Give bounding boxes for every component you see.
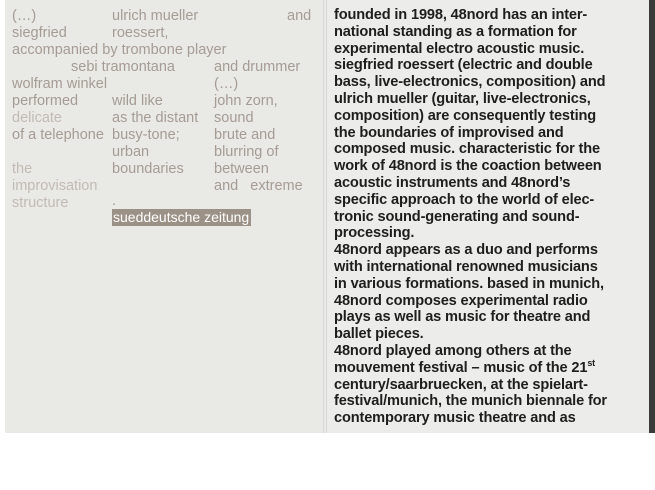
quote-text: roessert, xyxy=(112,25,169,41)
text-line: the boundaries of improvised and xyxy=(334,124,564,141)
text-line: tronic sound-generating and sound- xyxy=(334,208,580,225)
quote-text: ulrich mueller xyxy=(112,8,199,24)
quote-text: delicate xyxy=(12,110,62,126)
quote-text: of a telephone xyxy=(12,127,104,143)
quote-text: improvisation xyxy=(12,178,98,194)
text-line: acoustic instruments and 48nord’s xyxy=(334,174,571,191)
text-line: national standing as a formation for xyxy=(334,23,577,40)
quote-text: and extreme xyxy=(214,178,303,194)
text-line: founded in 1998, 48nord has an inter- xyxy=(334,7,588,23)
body-text xyxy=(334,7,634,427)
quote-text: siegfried xyxy=(12,25,67,41)
text-line: in various formations. based in munich, xyxy=(334,275,604,292)
quote-text: john zorn, xyxy=(214,93,278,109)
text-line: plays as well as music for theatre and xyxy=(334,309,591,326)
quote-source: sueddeutsche zeitung xyxy=(113,209,250,225)
text-line: century/saarbruecken, at the spielart- xyxy=(334,376,588,393)
quote-text: wild like xyxy=(112,93,163,109)
paragraph xyxy=(334,7,634,242)
quote-text: between xyxy=(214,161,269,177)
text-line: work of 48nord is the coaction between xyxy=(334,158,602,175)
quote-text: (…) xyxy=(214,76,239,92)
text-line: 48nord composes experimental radio xyxy=(334,292,588,309)
quote-text: the xyxy=(12,161,33,177)
text-line: festival/munich, the munich biennale for xyxy=(334,393,607,410)
paragraph xyxy=(334,242,634,343)
quote-text: wolfram winkel xyxy=(12,76,108,92)
quote-text: and drummer xyxy=(214,59,301,75)
text-line: contemporary music theatre and as xyxy=(334,410,576,427)
text-line: 48nord appears as a duo and performs xyxy=(334,242,598,259)
quote-text: . xyxy=(112,193,117,209)
quote-text: boundaries xyxy=(112,161,184,177)
text-line: with international renowned musicians xyxy=(334,258,598,275)
quote-text: sound xyxy=(214,110,254,126)
text-line: composed music. characteristic for the xyxy=(334,141,600,158)
quote-text: structure xyxy=(12,195,69,211)
page-edge xyxy=(649,0,655,433)
quote-text: as the distant xyxy=(112,110,199,126)
quote-text: performed xyxy=(12,93,79,109)
quote-text: and xyxy=(287,8,312,24)
quote-text: urban xyxy=(112,144,150,160)
text-line: mouvement festival – music of the 21 xyxy=(334,359,588,376)
quote-text: accompanied by trombone player xyxy=(12,42,227,58)
text-line: processing. xyxy=(334,225,415,242)
text-line: specific approach to the world of elec- xyxy=(334,191,595,208)
text-line: experimental electro acoustic music. xyxy=(334,40,585,57)
quote-text: busy-tone; xyxy=(112,127,180,143)
text-line: bass, live-electronics, composition) and xyxy=(334,74,606,91)
quote-text: brute and xyxy=(214,127,276,143)
text-line: composition) are consequently testing xyxy=(334,107,597,124)
text-line: ballet pieces. xyxy=(334,326,424,343)
text-line: 48nord played among others at the xyxy=(334,342,572,359)
superscript: st xyxy=(587,357,596,368)
quote-text: (…) xyxy=(12,8,37,24)
text-line: ulrich mueller (guitar, live-electronics, xyxy=(334,90,591,107)
text-line: siegfried roessert (electric and double xyxy=(334,57,593,74)
quote-text: blurring of xyxy=(214,144,279,160)
paragraph xyxy=(334,343,634,427)
quote-text: sebi tramontana xyxy=(71,59,175,75)
